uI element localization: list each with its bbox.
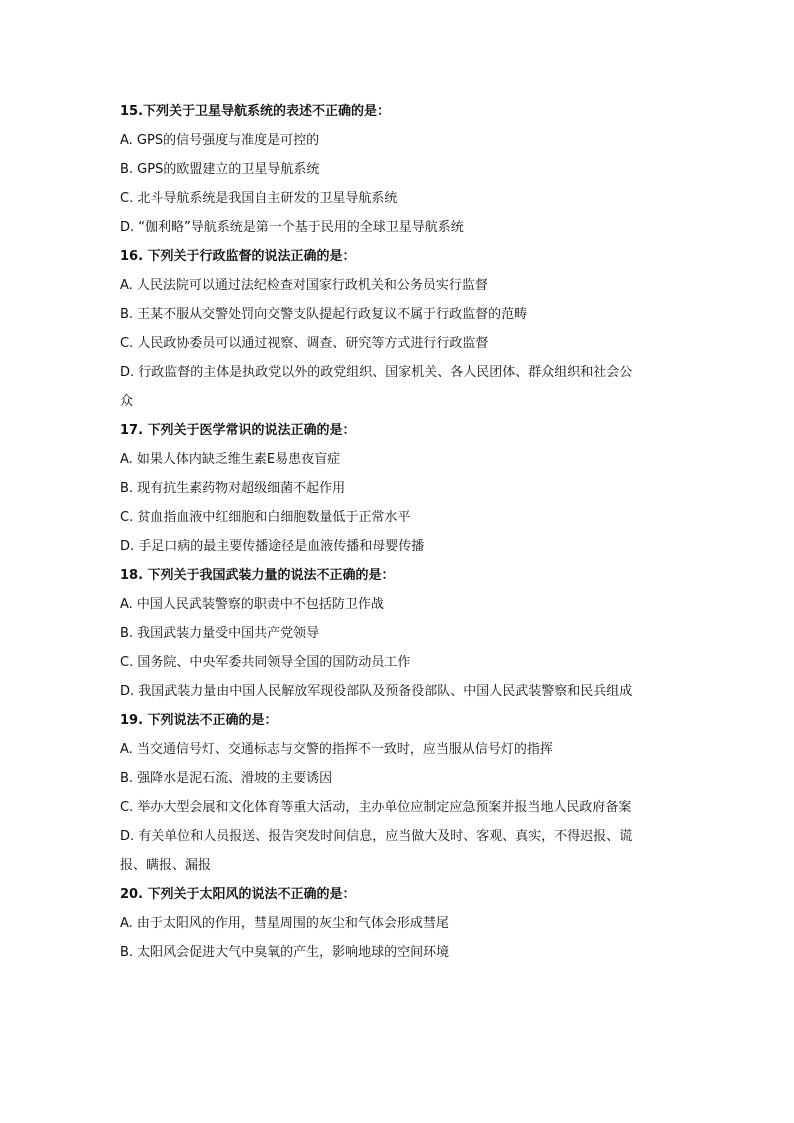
question-18-option-b: B. 我国武装力量受中国共产党领导 — [120, 626, 320, 641]
question-18-option-d: D. 我国武装力量由中国人民解放军现役部队及预备役部队、中国人民武装警察和民兵组成 — [120, 684, 633, 699]
question-20-option-b: B. 太阳风会促进大气中臭氧的产生，影响地球的空间环境 — [120, 945, 450, 960]
question-15-option-d: D. “伽利略”导航系统是第一个基于民用的全球卫星导航系统 — [120, 220, 464, 235]
question-15-option-c: C. 北斗导航系统是我国自主研发的卫星导航系统 — [120, 191, 398, 206]
question-16-title: 16. 下列关于行政监督的说法正确的是： — [120, 249, 356, 264]
question-18-option-c: C. 国务院、中央军委共同领导全国的国防动员工作 — [120, 655, 411, 670]
question-15-title: 15.下列关于卫星导航系统的表述不正确的是： — [120, 104, 391, 119]
question-17-title: 17. 下列关于医学常识的说法正确的是： — [120, 423, 356, 438]
question-19-option-c: C. 举办大型会展和文化体育等重大活动，主办单位应制定应急预案并报当地人民政府备案 — [120, 800, 632, 815]
question-17-option-d: D. 手足口病的最主要传播途径是血液传播和母婴传播 — [120, 539, 425, 554]
question-17-option-a: A. 如果人体内缺乏维生素E易患夜盲症 — [120, 452, 341, 467]
question-16-option-b: B. 王某不服从交警处罚向交警支队提起行政复议不属于行政监督的范畴 — [120, 307, 528, 322]
question-17-option-b: B. 现有抗生素药物对超级细菌不起作用 — [120, 481, 346, 496]
question-16-option-d: D. 行政监督的主体是执政党以外的政党组织、国家机关、各人民团体、群众组织和社会公 — [120, 365, 633, 380]
question-16-option-d-continued: 众 — [120, 394, 134, 409]
question-20-title: 20. 下列关于太阳风的说法不正确的是： — [120, 887, 356, 902]
question-16-option-c: C. 人民政协委员可以通过视察、调查、研究等方式进行行政监督 — [120, 336, 489, 351]
question-19-option-d-continued: 报、瞒报、漏报 — [120, 858, 212, 873]
question-19-title: 19. 下列说法不正确的是： — [120, 713, 278, 728]
question-18-title: 18. 下列关于我国武装力量的说法不正确的是： — [120, 568, 395, 583]
question-19-option-d: D. 有关单位和人员报送、报告突发时间信息，应当做大及时、客观、真实，不得迟报、谎 — [120, 829, 633, 844]
question-20-option-a: A. 由于太阳风的作用，彗星周围的灰尘和气体会形成彗尾 — [120, 916, 449, 931]
question-15-option-a: A. GPS的信号强度与准度是可控的 — [120, 133, 320, 148]
question-16-option-a: A. 人民法院可以通过法纪检查对国家行政机关和公务员实行监督 — [120, 278, 488, 293]
question-17-option-c: C. 贫血指血液中红细胞和白细胞数量低于正常水平 — [120, 510, 411, 525]
question-19-option-a: A. 当交通信号灯、交通标志与交警的指挥不一致时，应当服从信号灯的指挥 — [120, 742, 553, 757]
question-19-option-b: B. 强降水是泥石流、滑坡的主要诱因 — [120, 771, 333, 786]
question-15-option-b: B. GPS的欧盟建立的卫星导航系统 — [120, 162, 320, 177]
question-18-option-a: A. 中国人民武装警察的职责中不包括防卫作战 — [120, 597, 384, 612]
